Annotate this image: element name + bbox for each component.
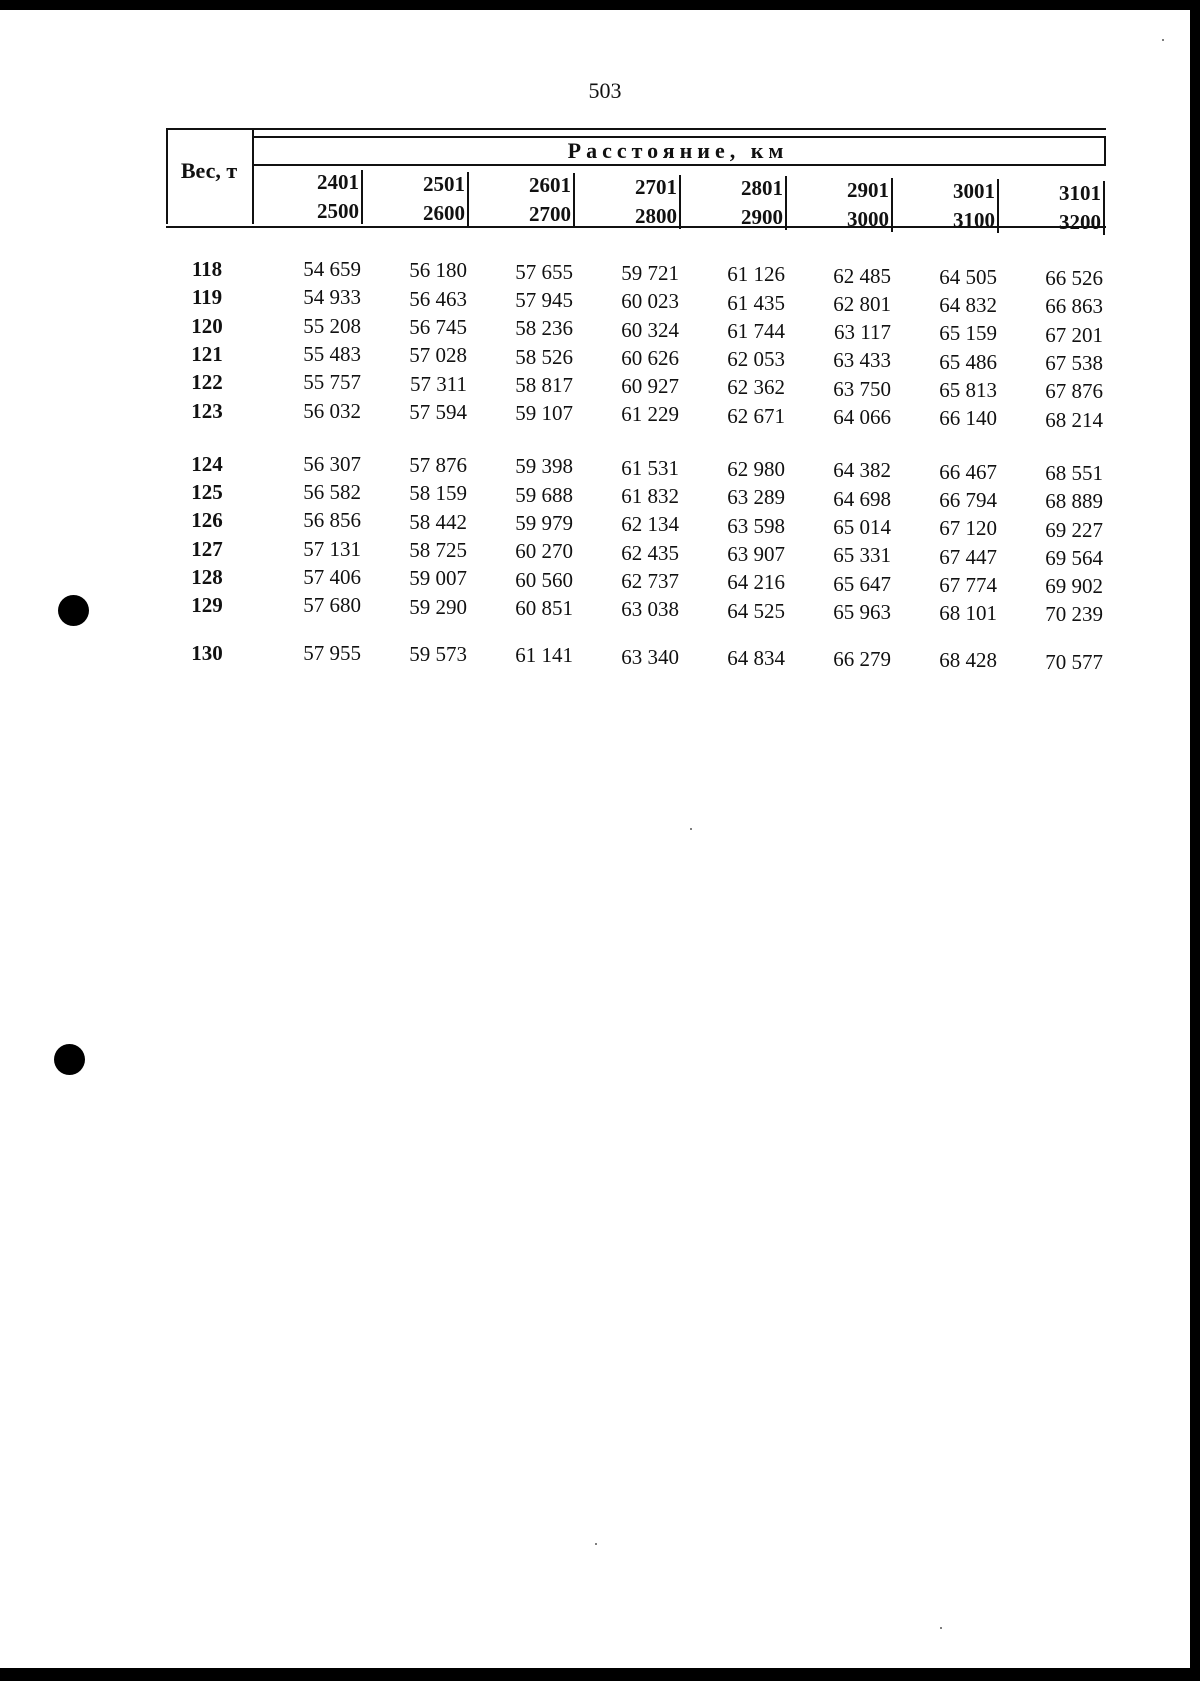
scan-speck [690,828,692,830]
distance-range-to: 2500 [317,199,359,223]
tariff-value-cell: 63 340 [621,644,679,669]
weight-value: 119 [191,285,223,310]
tariff-value-cell: 57 680 [303,593,361,618]
tariff-value-cell: 66 467 [939,459,997,484]
tariff-value-cell: 69 902 [1045,574,1103,599]
distance-column-group-header: Расстояние, км [252,136,1106,166]
tariff-value-cell: 62 801 [833,291,891,316]
tariff-value-cell: 57 406 [303,565,361,589]
distance-range-from: 2401 [317,170,359,194]
tariff-value-cell: 66 140 [939,406,997,431]
tariff-value-cell: 57 955 [303,640,361,665]
tariff-value-cell: 64 216 [727,570,785,595]
scanned-page [0,10,1190,1668]
tariff-value-cell: 60 927 [621,374,679,399]
tariff-value-cell: 57 655 [515,259,573,284]
tariff-value-cell: 57 311 [410,371,467,396]
tariff-value-cell: 58 817 [515,372,573,397]
tariff-value-cell: 66 526 [1045,266,1103,291]
tariff-value-cell: 59 688 [515,482,573,507]
distance-range-from: 2701 [635,174,677,199]
tariff-value-cell: 60 023 [621,289,679,314]
tariff-value-cell: 65 647 [833,571,891,596]
tariff-value-cell: 58 725 [409,538,467,562]
tariff-value-cell: 65 486 [939,349,997,374]
tariff-value-cell: 60 560 [515,567,573,592]
tariff-value-cell: 64 066 [833,405,891,429]
scan-speck [1162,39,1164,41]
tariff-value-cell: 58 442 [409,509,467,534]
weight-value: 125 [191,480,223,505]
tariff-value-cell: 65 159 [939,321,997,346]
punch-hole-mark [54,1044,85,1075]
tariff-value-cell: 59 007 [409,566,467,591]
tariff-value-cell: 56 745 [409,314,467,339]
weight-value: 124 [191,451,223,476]
distance-range-to: 3100 [953,208,995,232]
tariff-value-cell: 61 126 [727,262,785,287]
page-number: 503 [588,78,622,103]
tariff-value-cell: 63 117 [834,320,891,345]
tariff-value-cell: 64 525 [727,598,785,623]
tariff-value-cell: 56 307 [303,451,361,476]
distance-range-to: 3000 [847,206,889,231]
distance-range-to: 2700 [529,202,571,226]
weight-column-header: Вес, т [180,158,238,183]
tariff-value-cell: 70 239 [1045,602,1103,627]
punch-hole-mark [58,595,89,626]
scan-speck [595,1543,597,1545]
tariff-value-cell: 59 398 [515,454,573,479]
tariff-value-cell: 56 032 [303,398,361,423]
weight-value: 120 [191,313,223,338]
tariff-value-cell: 70 577 [1045,649,1103,674]
distance-range-header [689,174,785,232]
scan-speck [940,1627,942,1629]
tariff-value-cell: 63 598 [727,513,785,538]
tariff-value-cell: 63 038 [621,597,679,622]
tariff-value-cell: 59 290 [409,594,467,619]
tariff-value-cell: 57 131 [303,536,361,561]
weight-value: 129 [191,593,223,618]
tariff-value-cell: 62 737 [621,568,679,593]
tariff-value-cell: 54 933 [303,285,361,310]
tariff-value-cell: 64 834 [727,645,785,670]
distance-range-header [371,170,467,228]
weight-value: 126 [191,508,223,533]
tariff-value-cell: 63 289 [727,485,785,510]
distance-range-header [583,173,679,231]
tariff-value-cell: 61 141 [515,643,573,668]
tariff-value-cell: 66 863 [1045,294,1103,319]
tariff-value-cell: 54 659 [303,257,361,281]
tariff-value-cell: 68 889 [1045,489,1103,514]
tariff-value-cell: 65 813 [939,378,997,402]
distance-range-to: 3200 [1059,209,1101,234]
tariff-value-cell: 62 053 [727,347,785,372]
tariff-value-cell: 60 851 [515,595,573,620]
tariff-value-cell: 66 279 [833,647,891,672]
tariff-value-cell: 60 270 [515,539,573,564]
tariff-value-cell: 69 227 [1045,517,1103,542]
tariff-value-cell: 56 856 [303,508,361,533]
weight-value: 127 [191,536,223,561]
distance-range-header [795,176,891,234]
tariff-value-cell: 68 101 [939,601,997,626]
tariff-value-cell: 59 979 [515,511,573,535]
tariff-value-cell: 62 134 [621,512,679,537]
tariff-value-cell: 64 382 [833,458,891,483]
tariff-value-cell: 62 671 [727,403,785,428]
tariff-value-cell: 65 331 [833,543,891,568]
tariff-value-cell: 56 180 [409,258,467,283]
tariff-value-cell: 67 447 [939,544,997,569]
tariff-value-cell: 68 428 [939,648,997,673]
tariff-value-cell: 68 214 [1045,407,1103,432]
weight-value: 121 [191,341,223,366]
tariff-value-cell: 67 774 [939,572,997,597]
distance-range-to: 2600 [423,200,465,225]
tariff-value-cell: 62 485 [833,263,891,288]
tariff-value-cell: 58 526 [515,344,573,369]
tariff-value-cell: 68 551 [1045,460,1103,485]
tariff-value-cell: 67 201 [1045,322,1103,347]
tariff-value-cell: 62 362 [727,375,785,400]
weight-value: 122 [191,370,223,395]
tariff-value-cell: 59 107 [515,401,573,426]
tariff-value-cell: 67 120 [939,516,997,541]
tariff-value-cell: 61 229 [621,402,679,427]
distance-range-to: 2900 [741,205,783,229]
tariff-value-cell: 58 159 [409,481,467,506]
distance-range-header [477,171,573,229]
tariff-value-cell: 61 744 [727,318,785,343]
tariff-value-cell: 64 832 [939,293,997,318]
tariff-value-cell: 64 505 [939,264,997,289]
tariff-value-cell: 63 907 [727,541,785,566]
tariff-value-cell: 60 626 [621,345,679,370]
distance-range-from: 2601 [529,173,571,197]
tariff-value-cell: 58 236 [515,316,573,341]
distance-range-to: 2800 [635,203,677,228]
tariff-value-cell: 57 028 [409,343,467,368]
tariff-value-cell: 65 963 [833,599,891,624]
tariff-value-cell: 57 876 [409,453,467,478]
weight-value: 128 [191,565,223,589]
tariff-value-cell: 61 832 [621,484,679,508]
tariff-value-cell: 61 435 [727,290,785,315]
table-header-left-border [166,128,168,224]
tariff-value-cell: 62 435 [621,540,679,565]
distance-range-from: 2901 [847,177,889,202]
tariff-value-cell: 65 014 [833,514,891,539]
tariff-value-cell: 57 945 [515,287,573,312]
distance-range-from: 2801 [741,176,783,200]
distance-range-from: 3001 [953,179,995,203]
tariff-value-cell: 60 324 [621,317,679,342]
tariff-value-cell: 57 594 [409,399,467,424]
distance-range-header [901,177,997,235]
weight-value: 118 [191,257,223,281]
tariff-value-cell: 64 698 [833,486,891,511]
distance-range-header [265,168,361,226]
tariff-value-cell: 55 757 [303,370,361,395]
tariff-value-cell: 62 980 [727,457,785,481]
tariff-value-cell: 56 582 [303,480,361,505]
tariff-value-cell: 56 463 [409,286,467,311]
tariff-value-cell: 55 208 [303,313,361,338]
tariff-value-cell: 55 483 [303,341,361,366]
tariff-value-cell: 63 750 [833,376,891,401]
distance-range-from: 2501 [423,171,465,196]
weight-value: 130 [191,640,223,665]
weight-value: 123 [191,398,223,423]
tariff-value-cell: 67 538 [1045,351,1103,375]
tariff-value-cell: 69 564 [1045,545,1103,570]
tariff-value-cell: 59 573 [409,641,467,666]
tariff-value-cell: 66 794 [939,487,997,512]
distance-range-from: 3101 [1059,180,1101,205]
tariff-value-cell: 67 876 [1045,379,1103,404]
tariff-value-cell: 63 433 [833,348,891,373]
tariff-value-cell: 61 531 [621,455,679,480]
tariff-value-cell: 59 721 [621,260,679,285]
distance-range-header [1007,179,1103,237]
